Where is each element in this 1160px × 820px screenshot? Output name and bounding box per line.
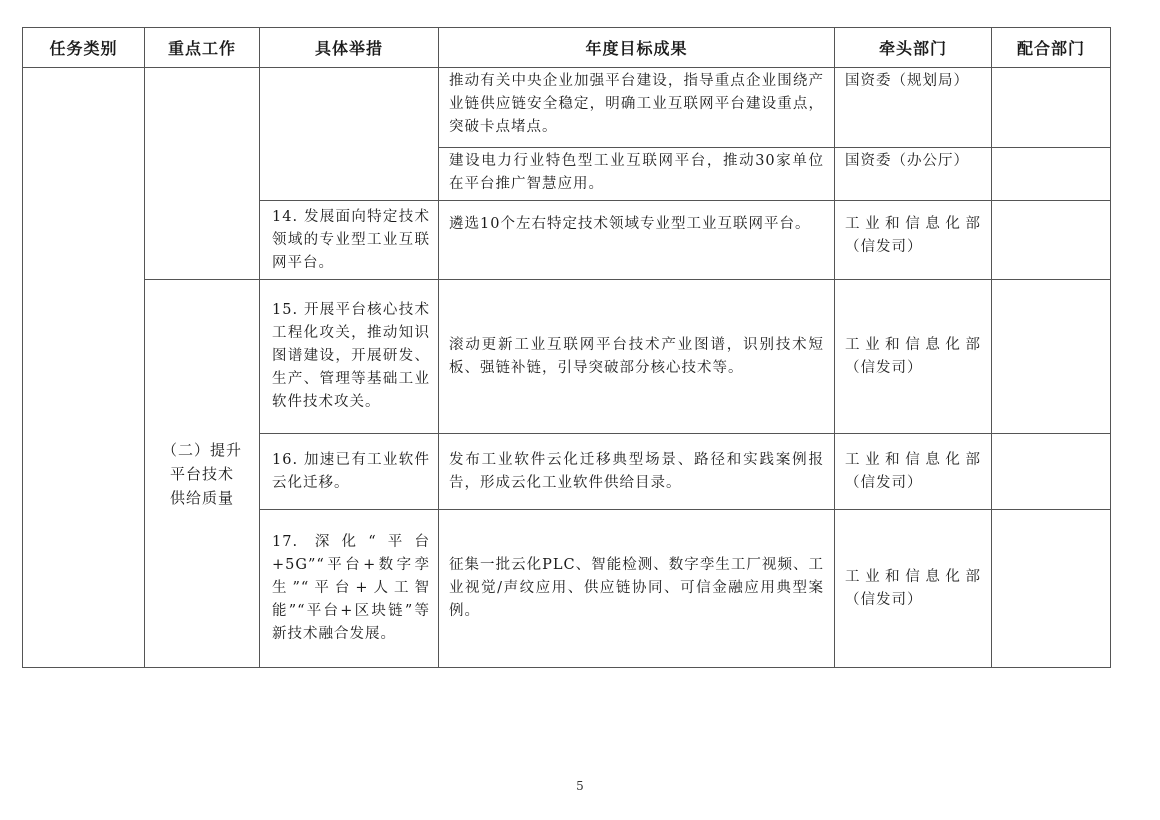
goal-text: 遴选10个左右特定技术领域专业型工业互联网平台。 bbox=[449, 216, 811, 232]
header-cooperating-department: 配合部门 bbox=[992, 28, 1111, 68]
lead-cell bbox=[835, 148, 992, 201]
assist-cell bbox=[992, 510, 1111, 668]
goal-cell bbox=[439, 68, 835, 148]
assist-text bbox=[992, 201, 1110, 205]
assist-text bbox=[992, 434, 1110, 438]
lead-cell bbox=[835, 68, 992, 148]
assist-text bbox=[992, 68, 1110, 72]
goal-text: 滚动更新工业互联网平台技术产业图谱，识别技术短板、强链补链，引导突破部分核心技术等。 bbox=[449, 336, 824, 376]
goal-cell bbox=[439, 510, 835, 668]
lead-text: 工业和信息化部（信发司） bbox=[845, 336, 981, 376]
measure-cell bbox=[260, 434, 439, 510]
task-category-cell bbox=[23, 68, 145, 668]
focus-work-line: 供给质量 bbox=[169, 488, 234, 507]
focus-work-text bbox=[145, 68, 259, 72]
assist-text bbox=[992, 280, 1110, 284]
assist-cell bbox=[992, 148, 1111, 201]
assist-text bbox=[992, 148, 1110, 152]
assist-cell bbox=[992, 68, 1111, 148]
table-row bbox=[23, 68, 1111, 148]
lead-text: 工业和信息化部（信发司） bbox=[845, 568, 981, 608]
measure-text: 14. 发展面向特定技术领域的专业型工业互联网平台。 bbox=[272, 208, 430, 271]
measure-cell bbox=[260, 510, 439, 668]
header-lead-department: 牵头部门 bbox=[835, 28, 992, 68]
assist-cell bbox=[992, 280, 1111, 434]
header-specific-measures: 具体举措 bbox=[260, 28, 439, 68]
header-annual-goals: 年度目标成果 bbox=[439, 28, 835, 68]
measure-cell bbox=[260, 201, 439, 280]
goal-text: 推动有关中央企业加强平台建设，指导重点企业围绕产业链供应链安全稳定，明确工业互联网平台建设重点，突破卡点堵点。 bbox=[449, 73, 824, 135]
measure-text bbox=[260, 68, 438, 72]
goal-cell bbox=[439, 148, 835, 201]
page-number: 5 bbox=[576, 779, 584, 793]
goal-text: 发布工业软件云化迁移典型场景、路径和实践案例报告，形成云化工业软件供给目录。 bbox=[449, 451, 824, 491]
focus-work-line: （二）提升 bbox=[161, 440, 242, 459]
measure-text: 15. 开展平台核心技术工程化攻关，推动知识图谱建设，开展研发、生产、管理等基础工业软件技术攻关。 bbox=[272, 302, 430, 410]
lead-cell bbox=[835, 510, 992, 668]
lead-cell bbox=[835, 434, 992, 510]
goal-cell bbox=[439, 434, 835, 510]
lead-text: 国资委（规划局） bbox=[845, 73, 969, 89]
assist-text bbox=[992, 510, 1110, 514]
task-table bbox=[22, 27, 1111, 668]
lead-text: 工业和信息化部（信发司） bbox=[845, 216, 981, 255]
lead-text: 国资委（办公厅） bbox=[845, 153, 969, 169]
goal-text: 建设电力行业特色型工业互联网平台，推动30家单位在平台推广智慧应用。 bbox=[449, 153, 824, 192]
lead-text: 工业和信息化部（信发司） bbox=[845, 451, 981, 491]
header-task-category: 任务类别 bbox=[23, 28, 145, 68]
header-focus-work: 重点工作 bbox=[145, 28, 260, 68]
table-row bbox=[23, 280, 1111, 434]
focus-work-cell bbox=[145, 280, 260, 668]
assist-cell bbox=[992, 434, 1111, 510]
focus-work-line: 平台技术 bbox=[169, 464, 234, 483]
goal-cell bbox=[439, 280, 835, 434]
lead-cell bbox=[835, 280, 992, 434]
goal-cell bbox=[439, 201, 835, 280]
measure-cell bbox=[260, 280, 439, 434]
focus-work-cell bbox=[145, 68, 260, 280]
measure-cell bbox=[260, 68, 439, 201]
measure-text: 17. 深化“平台+5G”“平台+数字孪生”“平台+人工智能”“平台+区块链”等新技术融合发展。 bbox=[272, 534, 430, 642]
task-category-text bbox=[23, 68, 144, 72]
table-header-row bbox=[23, 28, 1111, 68]
measure-text: 16. 加速已有工业软件云化迁移。 bbox=[272, 451, 430, 491]
assist-cell bbox=[992, 201, 1111, 280]
lead-cell bbox=[835, 201, 992, 280]
goal-text: 征集一批云化PLC、智能检测、数字孪生工厂视频、工业视觉/声纹应用、供应链协同、可信金融应用典型案例。 bbox=[449, 557, 824, 619]
